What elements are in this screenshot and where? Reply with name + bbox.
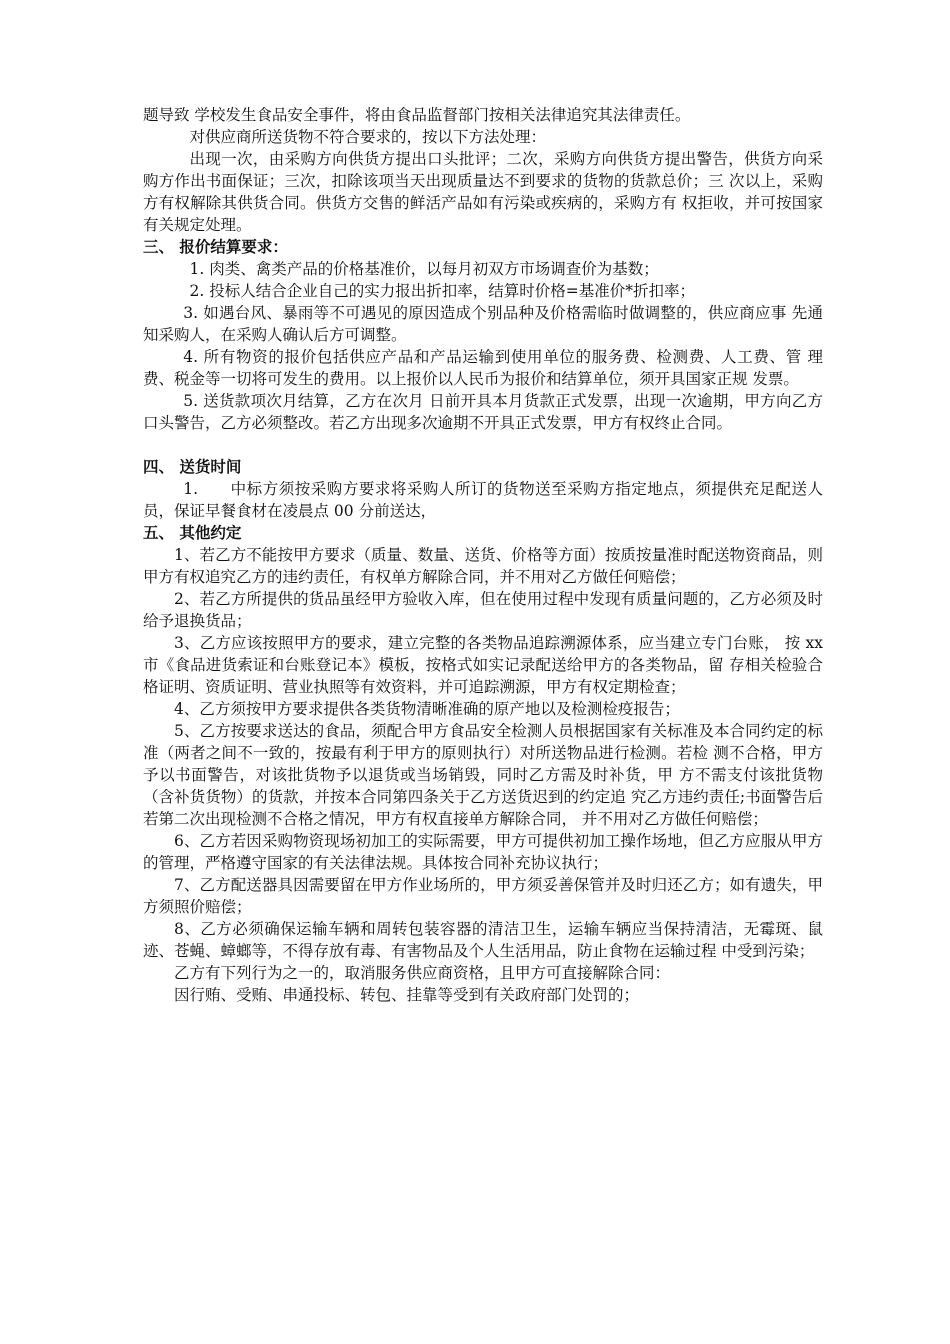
other-term-7: 7、乙方配送器具因需要留在甲方作业场所的，甲方须妥善保管并及时归还乙方；如有遗失，甲方须照价赔偿； bbox=[143, 876, 823, 916]
delivery-item-1: 1. 中标方须按采购方要求将采购人所订的货物送至采购方指定地点，须提供充足配送人 员，保证早餐食材在凌晨点 00 分前送达， bbox=[143, 480, 823, 520]
document-page bbox=[143, 104, 823, 1006]
section-spacer bbox=[143, 434, 823, 456]
other-term-2: 2、若乙方所提供的货品虽经甲方验收入库，但在使用过程中发现有质量问题的，乙方必须及时给予退换货品； bbox=[143, 590, 823, 630]
other-term-8: 8、乙方必须确保运输车辆和周转包装容器的清洁卫生，运输车辆应当保持清洁，无霉斑、鼠迹、苍蝇、蟑螂等，不得存放有毒、有害物品及个人生活用品，防止食物在运输过程 中受到污染； bbox=[143, 920, 823, 960]
quotation-item-5: 5. 送货款项次月结算，乙方在次月 日前开具本月货款正式发票，出现一次逾期，甲方向乙方口头警告，乙方必须整改。若乙方出现多次逾期不开具正式发票，甲方有权终止合同。 bbox=[143, 392, 823, 432]
quotation-item-3: 3. 如遇台风、暴雨等不可遇见的原因造成个别品种及价格需临时做调整的，供应商应事 先通知采购人，在采购人确认后方可调整。 bbox=[143, 304, 823, 344]
paragraph-handling-rules: 出现一次，由采购方向供货方提出口头批评；二次，采购方向供货方提出警告，供货方向采购方作出书面保证；三次，扣除该项当天出现质量达不到要求的货物的货款总价；三 次以上，采购方有权解除其供货合同。供货方交售的鲜活产品如有污染或疾病的，采购方有 权拒收，并可按国家有关规定处理。 bbox=[143, 150, 823, 234]
other-term-5: 5、乙方按要求送达的食品，须配合甲方食品安全检测人员根据国家有关标准及本合同约定的标准（两者之间不一致的，按最有利于甲方的原则执行）对所送物品进行检测。若检 测不合格，甲方予以书面警告，对该批货物予以退货或当场销毁，同时乙方需及时补货，甲 方不需支付该批货物（含补货货物）的货款，并按本合同第四条关于乙方送货迟到的约定追 究乙方违约责任;书面警告后若第二次出现检测不合格之情况，甲方有权直接单方解除合同， 并不用对乙方做任何赔偿； bbox=[143, 722, 823, 828]
disqualification-intro: 乙方有下列行为之一的，取消服务供应商资格，且甲方可直接解除合同： bbox=[174, 964, 671, 982]
quotation-item-4: 4. 所有物资的报价包括供应产品和产品运输到使用单位的服务费、检测费、人工费、管 理费、税金等一切将可发生的费用。以上报价以人民币为报价和结算单位，须开具国家正规 发票。 bbox=[143, 348, 823, 388]
section-heading-quotation: 三、 报价结算要求： bbox=[143, 238, 288, 256]
other-term-4: 4、乙方须按甲方要求提供各类货物清晰准确的原产地以及检测检疫报告； bbox=[174, 700, 680, 718]
quotation-item-2: 2. 投标人结合企业自己的实力报出折扣率，结算时价格=基准价*折扣率； bbox=[189, 282, 695, 300]
other-term-3: 3、乙方应该按照甲方的要求，建立完整的各类物品追踪溯源体系，应当建立专门台账， 按 xx 市《食品进货索证和台账登记本》模板，按格式如实记录配送给甲方的各类物品，留 存相关检验合格证明、资质证明、营业执照等有效资料，并可追踪溯源，甲方有权定期检查； bbox=[143, 634, 823, 696]
paragraph-handling-intro: 对供应商所送货物不符合要求的，按以下方法处理： bbox=[189, 128, 547, 146]
quotation-item-1: 1. 肉类、禽类产品的价格基准价，以每月初双方市场调查价为基数； bbox=[189, 260, 659, 278]
disqualification-item-1: 因行贿、受贿、串通投标、转包、挂靠等受到有关政府部门处罚的； bbox=[174, 986, 640, 1004]
section-heading-delivery-time: 四、 送货时间 bbox=[143, 458, 242, 476]
section-heading-other-terms: 五、 其他约定 bbox=[143, 524, 242, 542]
other-term-1: 1、若乙方不能按甲方要求（质量、数量、送货、价格等方面）按质按量准时配送物资商品，则甲方有权追究乙方的违约责任，有权单方解除合同，并不用对乙方做任何赔偿； bbox=[143, 546, 823, 586]
paragraph-liability: 题导致 学校发生食品安全事件，将由食品监督部门按相关法律追究其法律责任。 bbox=[143, 106, 691, 124]
other-term-6: 6、乙方若因采购物资现场初加工的实际需要，甲方可提供初加工操作场地，但乙方应服从甲方的管理，严格遵守国家的有关法律法规。具体按合同补充协议执行； bbox=[143, 832, 823, 872]
